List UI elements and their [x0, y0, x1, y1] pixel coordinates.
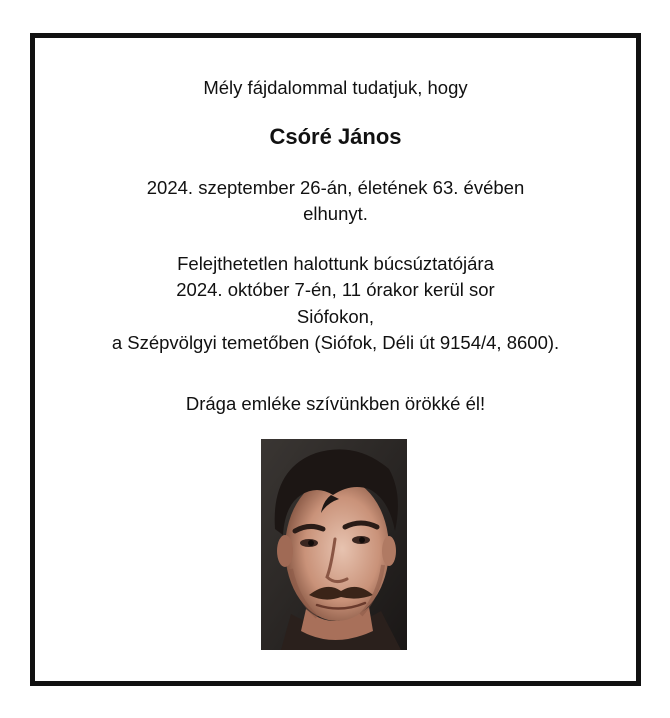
death-date-line: 2024. szeptember 26-án, életének 63. évében	[146, 177, 525, 198]
funeral-town-line: Siófokon,	[296, 306, 375, 327]
death-verb-line: elhunyt.	[303, 203, 368, 224]
funeral-date-line: 2024. október 7-én, 11 órakor kerül sor	[176, 279, 495, 300]
portrait-photo	[261, 439, 407, 650]
deceased-name: Csóré János	[269, 124, 402, 149]
obituary-notice	[30, 33, 641, 686]
funeral-location-line: a Szépvölgyi temetőben (Siófok, Déli út 9154/4, 8600).	[111, 332, 560, 353]
intro-text: Mély fájdalommal tudatjuk, hogy	[203, 77, 468, 98]
funeral-intro-line: Felejthetetlen halottunk búcsúztatójára	[177, 253, 494, 274]
closing-text: Drága emléke szívünkben örökké él!	[185, 393, 486, 414]
